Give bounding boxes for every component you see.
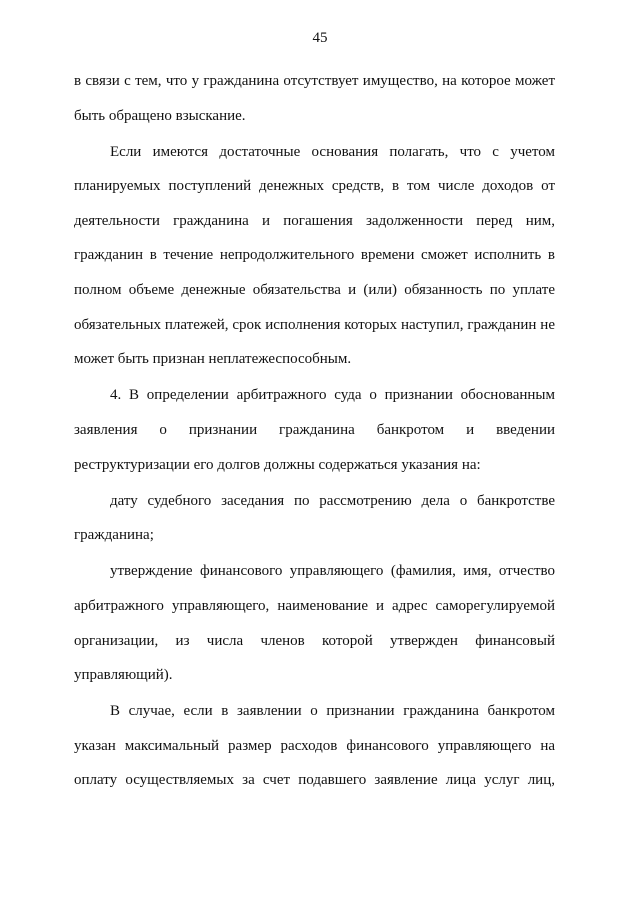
page-number: 45 [312, 30, 328, 46]
document-body [74, 64, 555, 798]
paragraph-financial-manager: утверждение финансового управляющего (фамилия, имя, отчество арбитражного управляющего, наименование и адрес саморегулируемой организации, из числа членов которой утвержден финансовый управляющий). [74, 563, 555, 684]
paragraph-max-expenses: В случае, если в заявлении о признании гражданина банкротом указан максимальный размер расходов финансового управляющего на оплату осуществляемых за счет подавшего заявление лица услуг лиц, [74, 703, 555, 789]
paragraph-hearing-date: дату судебного заседания по рассмотрению дела о банкротстве гражданина; [74, 492, 555, 544]
paragraph-insolvency-exception: Если имеются достаточные основания полагать, что с учетом планируемых поступлений денежных средств, в том числе доходов от деятельности гражданина и погашения задолженности перед ним, гражданин в течение непродолжительного времени сможет исполнить в полном объеме денежные обязательства и (или) обязанность по уплате обязательных платежей, срок исполнения которых наступил, гражданин не может быть признан неплатежеспособным. [74, 143, 555, 368]
paragraph-point-4: 4. В определении арбитражного суда о признании обоснованным заявления о признании гражданина банкротом и введении реструктуризации его долгов должны содержаться указания на: [74, 387, 555, 473]
paragraph-continuation: в связи с тем, что у гражданина отсутствует имущество, на которое может быть обращено взыскание. [74, 73, 555, 124]
